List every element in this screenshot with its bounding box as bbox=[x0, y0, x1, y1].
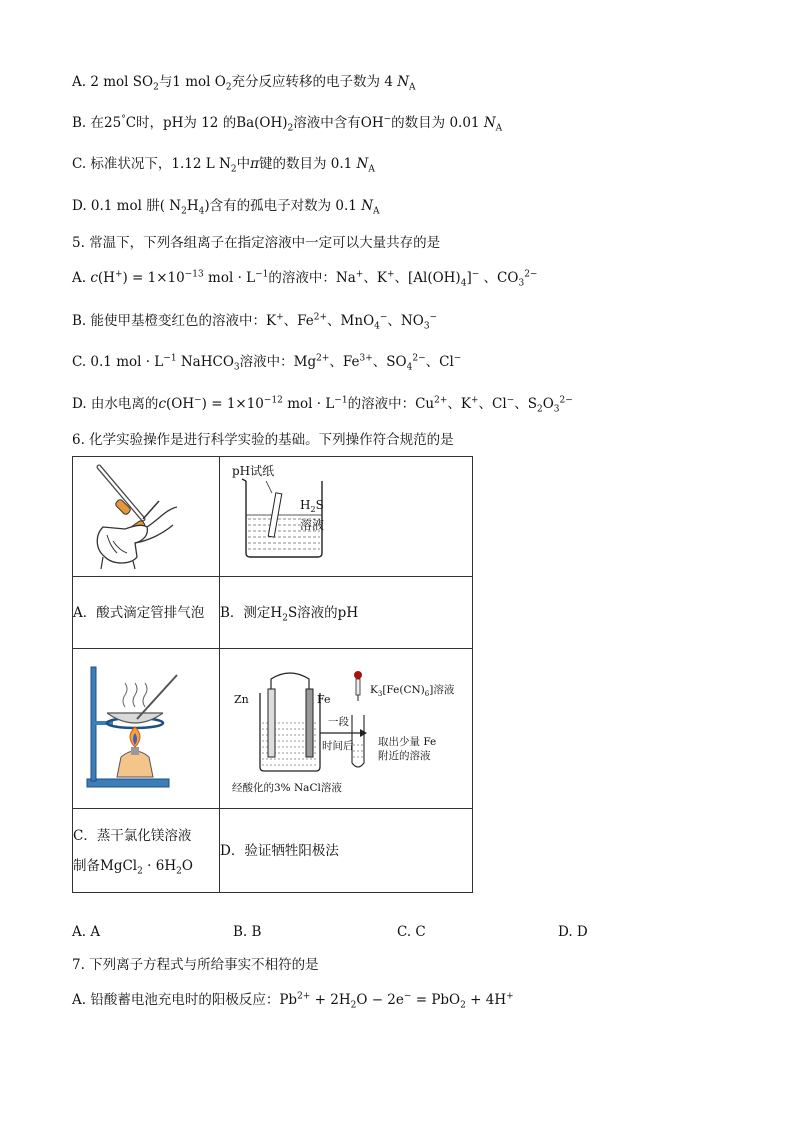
q7-stem: 7. 下列离子方程式与所给事实不相符的是 bbox=[72, 957, 319, 973]
q4-option-a: A. 2 mol $SO_2$与1 mol $O_2$充分反应转移的电子数为 4 $N_A$ bbox=[72, 74, 416, 93]
q7-option-a: A. 铅酸蓄电池充电时的阳极反应：$Pb^{2+} + 2H_2O - 2e^- = PbO_2 + 4H^+$ bbox=[72, 991, 514, 1011]
figure-a-cell bbox=[73, 457, 220, 577]
reagent-label: $K_3[Fe(CN)_6]$溶液 bbox=[370, 684, 455, 698]
ph-paper-label: pH试纸 bbox=[232, 464, 275, 478]
caption-b: B．测定$H_2S$溶液的pH bbox=[220, 577, 473, 649]
q6-answer-b: B. B bbox=[233, 924, 262, 940]
q5-stem: 5. 常温下，下列各组离子在指定溶液中一定可以大量共存的是 bbox=[72, 235, 441, 251]
q4-option-b: B. 在25°C时，pH为 12 的$Ba(OH)_2$溶液中含有OH−的数目为 0.01 $N_A$ bbox=[72, 114, 503, 134]
caption-c: C．蒸干氯化镁溶液 制备MgCl$_2$ · $6H_2O$ bbox=[73, 809, 220, 893]
evaporation-setup-illustration bbox=[73, 649, 219, 804]
arrow-label-2: 时间后 bbox=[322, 740, 354, 752]
take-label-2: 附近的溶液 bbox=[378, 750, 431, 762]
zn-label: Zn bbox=[234, 693, 249, 706]
h2s-label: $H_2S$ bbox=[300, 498, 324, 514]
q6-answer-d: D. D bbox=[558, 924, 588, 940]
solution-label: 溶液 bbox=[300, 518, 325, 532]
figure-b-cell bbox=[220, 457, 473, 577]
ph-paper-beaker-illustration bbox=[220, 457, 472, 572]
q5-option-d: D. 由水电离的$c(OH^-) = 1\times 10^{-12}$ mol · $L^{-1}$的溶液中：$Cu^{2+}$、K+、Cl−、$S_2O_3^{2-}$ bbox=[72, 395, 573, 415]
caption-a: A．酸式滴定管排气泡 bbox=[73, 577, 220, 649]
arrow-label-1: 一段 bbox=[328, 716, 349, 728]
q6-answer-a: A. A bbox=[72, 924, 101, 940]
sacrificial-anode-illustration bbox=[220, 649, 472, 804]
q4-option-c: C. 标准状况下，1.12 L $N_2$中π键的数目为 0.1 $N_A$ bbox=[72, 156, 375, 175]
take-label-1: 取出少量 Fe bbox=[378, 736, 437, 748]
figure-c-cell bbox=[73, 649, 220, 809]
q5-option-c: C. 0.1 mol · $L^{-1}$ NaHCO$_3$溶液中：$Mg^{2+}$、$Fe^{3+}$、$SO_4^{2-}$、Cl− bbox=[72, 353, 462, 373]
q6-figure-table bbox=[72, 456, 473, 893]
q5-option-a: A. $c(H^+) = 1\times 10^{-13}$ mol · $L^{-1}$的溶液中：Na+、K+、$[Al(OH)_4]^-$ 、$CO_3^{2-}$ bbox=[72, 269, 538, 289]
burette-hand-illustration bbox=[73, 457, 219, 572]
q6-stem: 6. 化学实验操作是进行科学实验的基础。下列操作符合规范的是 bbox=[72, 432, 454, 448]
caption-d: D．验证牺牲阳极法 bbox=[220, 809, 473, 893]
q6-answer-c: C. C bbox=[397, 924, 426, 940]
figure-d-cell bbox=[220, 649, 473, 809]
nacl-label: 经酸化的3% NaCl溶液 bbox=[232, 782, 342, 794]
fe-label: Fe bbox=[317, 693, 331, 706]
q5-option-b: B. 能使甲基橙变红色的溶液中：K+、$Fe^{2+}$、MnO$_4$−、$NO_3^-$ bbox=[72, 312, 438, 332]
q4-option-d: D. 0.1 mol 肼( $N_2H_4$)含有的孤电子对数为 0.1 $N_A$ bbox=[72, 198, 380, 217]
